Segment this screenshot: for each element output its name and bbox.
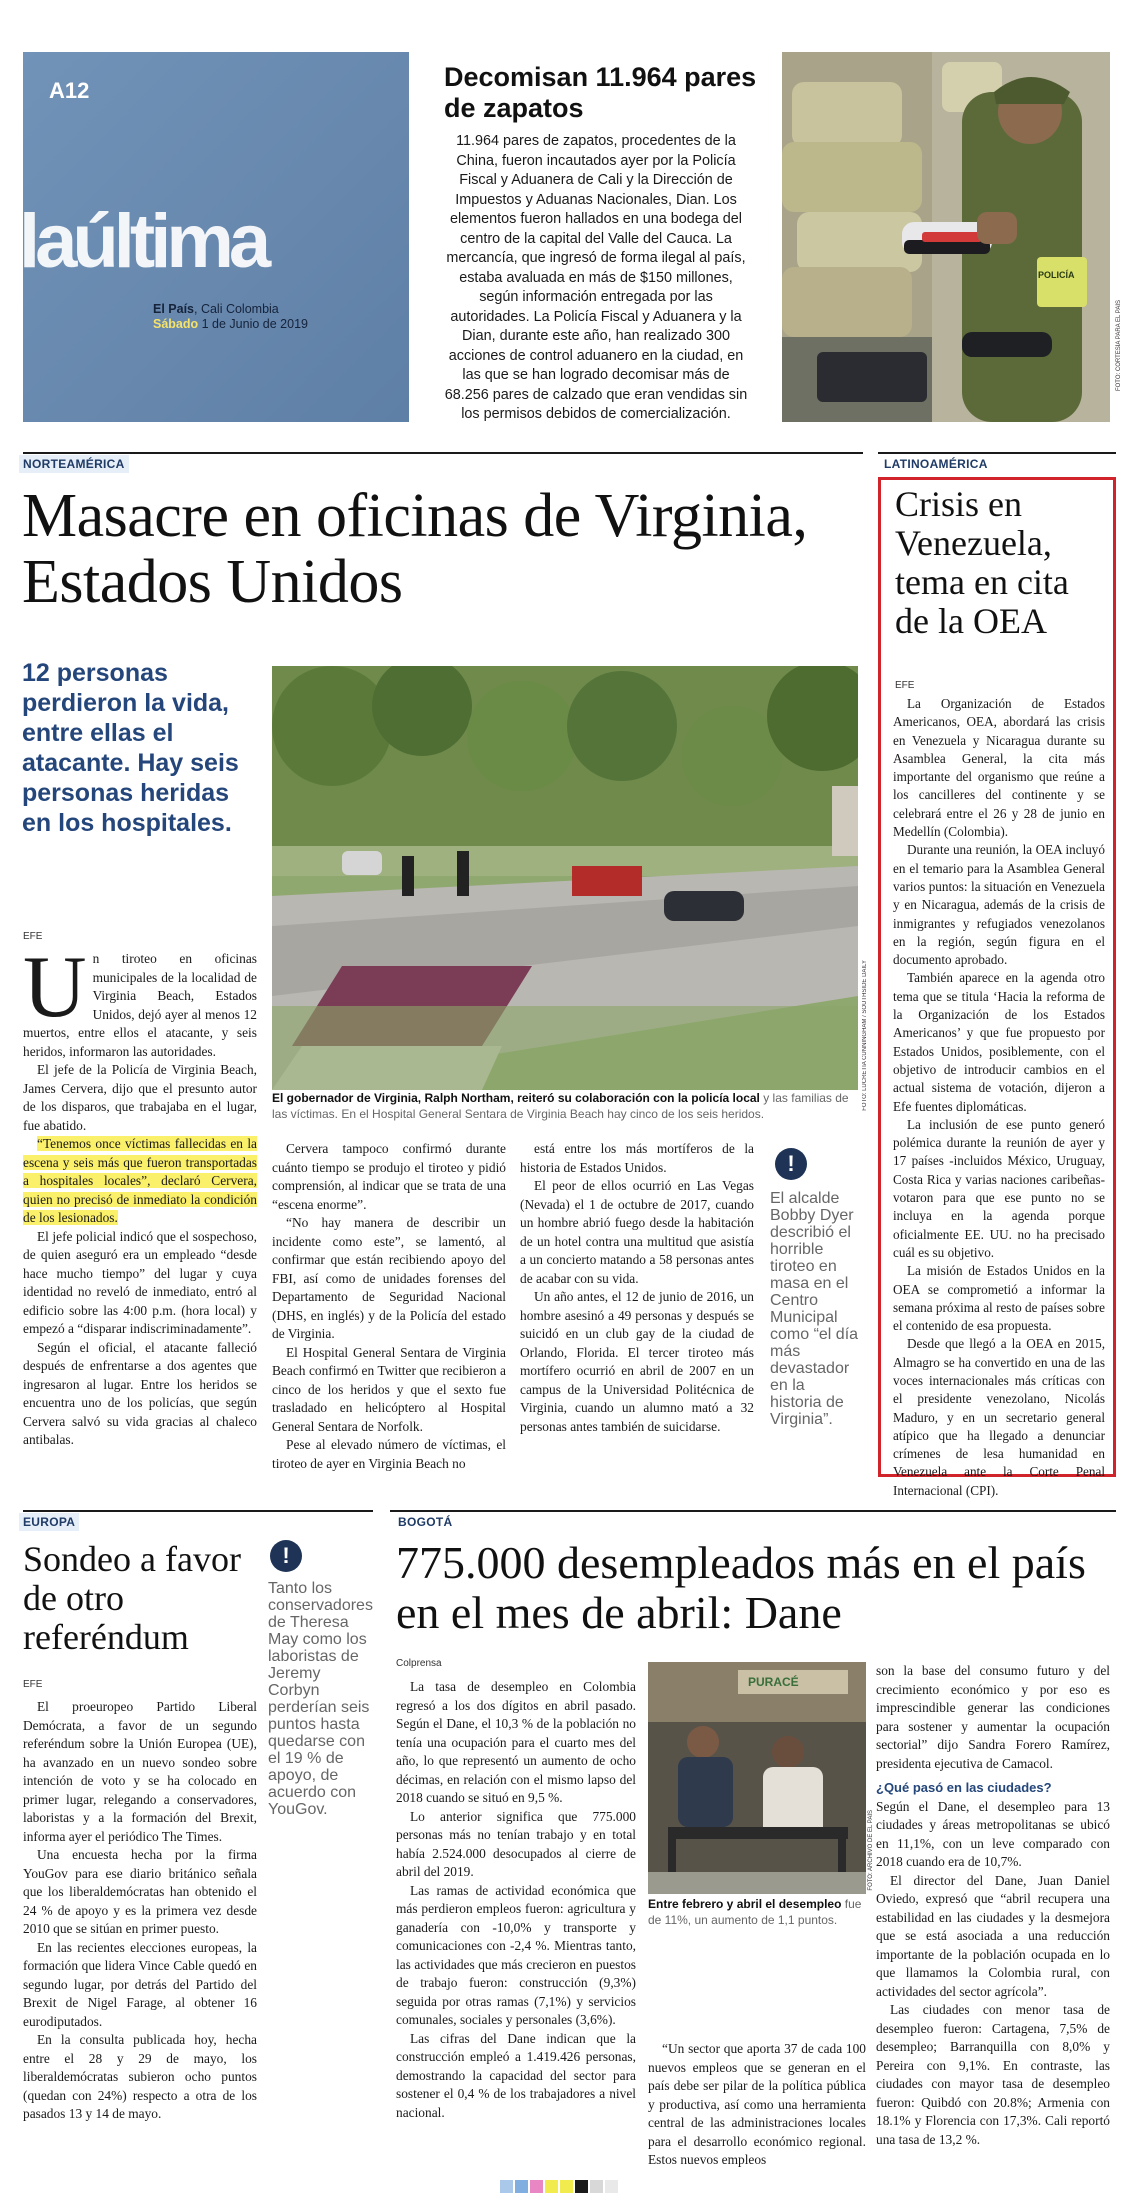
color-swatch bbox=[530, 2180, 543, 2193]
top-story-body: 11.964 pares de zapatos, procedentes de la China, fueron incautados ayer por la Policía Fiscal y Aduanera de Cali y la Dirección de Impuestos y Aduanas Nacionales, Dian. Los elementos fueron hallados en una bodega del centro de la capital del Valle del Cauca. La mercancía, que ingresó de forma ilegal al país, estaba avaluada en más de $150 millones, según información entregada por las autoridades. La Policía Fiscal y Aduanera y la Dian, durante este año, han realizado 300 acciones de control aduanero en la ciudad, en las que se han logrado decomisar más de 68.256 pares de calzado que eran vendidas sin los permisos debidos de comercialización. bbox=[444, 133, 748, 422]
bogota-headline: 775.000 desempleados más en el país en el mes de abril: Dane bbox=[396, 1537, 1086, 1638]
section-rule bbox=[23, 452, 863, 454]
top-photo-credit: FOTO: CORTESÍA PARA EL PAÍS bbox=[1116, 300, 1122, 392]
color-swatch bbox=[575, 2180, 588, 2193]
exclamation-icon: ! bbox=[270, 1540, 302, 1572]
kicker-europa: EUROPA bbox=[19, 1513, 79, 1531]
page-number: A12 bbox=[49, 78, 90, 103]
venezuela-kicker-rule bbox=[878, 452, 1116, 454]
virginia-photo-credit: FOTO: LUCRETIA CUNNINGHAM / SOUTHSIDE DAILY bbox=[862, 960, 868, 1111]
dateline: El País, Cali Colombia Sábado 1 de Junio de 2019 bbox=[153, 302, 308, 331]
photo-sign-text: PURACÉ bbox=[748, 1675, 799, 1689]
masthead-panel bbox=[19, 52, 409, 422]
bogota-photo-caption: Entre febrero y abril el desempleo fue de 11%, un aumento de 1,1 puntos. bbox=[648, 1897, 862, 1927]
virginia-col3: está entre los más mortíferos de la historia de Estados Unidos. El peor de ellos ocurrió en Las Vegas (Nevada) el 1 de octubre de 2017, cuando un hombre abrió fuego desde la habitación de un hotel contra una multitud que asistía a un concierto matando a 58 personas antes de acabar con su vida. Un año antes, el 12 de junio de 2016, un hombre asesinó a 49 personas y después se suicidó en un club gay de la ciudad de Orlando, Florida. El tercer tiroteo más mortífero ocurrió en abril de 2007 en un campus de la Universidad Politécnica de Virginia, cuando un alumno mató a 32 personas antes también de suicidarse. bbox=[520, 1141, 754, 1434]
section-logo: laúltima bbox=[19, 199, 267, 284]
color-registration-bar bbox=[500, 2180, 620, 2193]
venezuela-agency: EFE bbox=[895, 680, 915, 691]
police-badge-text: POLICÍA bbox=[1038, 270, 1075, 280]
color-swatch bbox=[605, 2180, 618, 2193]
bogota-subhead: ¿Qué pasó en las ciudades? bbox=[876, 1780, 1052, 1795]
europa-body: El proeuropeo Partido Liberal Demócrata, a favor de un segundo referéndum sobre la Unión Europea (UE), ha avanzado en un nuevo sondeo sobre intención de voto y se ha colocado en primer lugar, relegando a conservadores, laboristas y a la formación del Brexit, informa ayer el periódico The Times. Una encuesta hecha por la firma YouGov para ese diario británico señala que los liberaldemócratas han obtenido el 24 % de apoyo y es la primera vez desde 2010 que se sitúan en primer puesto. En las recientes elecciones europeas, la formación que lidera Vince Cable quedó en segundo lugar, por detrás del Partido del Brexit de Nigel Farage, al obtener 16 eurodiputados. En la consulta publicada hoy, hecha entre el 28 y 29 de mayo, los liberaldemócratas subieron ocho puntos (quedan con 24%) respecto a otra de los pasados 13 y 14 de mayo. bbox=[23, 1699, 257, 2121]
bogota-rule bbox=[390, 1510, 1116, 1512]
color-swatch bbox=[545, 2180, 558, 2193]
bogota-col3: son la base del consumo futuro y del crecimiento económico y por eso es imprescindible generar las condiciones para sostener y aumentar la ocupación sectorial” dijo Sandra Forero Ramírez, presidenta ejecutiva de Camacol. ¿Qué pasó en las ciudades? Según el Dane, el desempleo para 13 ciudades y áreas metropolitanas se ubicó en 11,1%, con un leve comparado con 2018 cuando era de 10,7%. El director del Dane, Juan Daniel Oviedo, expresó que “abril recupera una estabilidad en las ciudades y la desmejora que se está asociada a una reducción importante de la población ocupada en lo que llamamos la Colombia rural, con actividades del sector agrícola”. Las ciudades con menor tasa de desempleo fueron: Cartagena, 7,5% de desempleo; Barranquilla con 8,0% y Pereira con 9,1%. En contraste, las ciudades con mayor tasa de desempleo fueron: Quibdó con 20.8%; Armenia con 18.1% y Florencia con 17,3%. Cali reportó una tasa de 13,2 %. bbox=[876, 1663, 1110, 2147]
color-swatch bbox=[590, 2180, 603, 2193]
exclamation-icon: ! bbox=[775, 1148, 807, 1180]
color-swatch bbox=[515, 2180, 528, 2193]
highlighted-quote: “Tenemos once víctimas fallecidas en la escena y seis más que fueron transportadas a hospitales locales”, declaró Cervera, quien no precisó de inmediato la condición de los lesionados. bbox=[23, 1136, 257, 1225]
bogota-col2-bottom: “Un sector que aporta 37 de cada 100 nuevos empleos que se generan en el país debe ser pilar de la política pública y productiva, así como una herramienta central de las administraciones locales para el desarrollo económico regional. Estos nuevos empleos bbox=[648, 2041, 866, 2167]
kicker-bogota: BOGOTÁ bbox=[398, 1515, 453, 1529]
venezuela-body: La Organización de Estados Americanos, OEA, abordará las crisis en Venezuela y Nicaragua durante su Asamblea General, la cita más importante del organismo que reúne a los cancilleres del continente y se celebrará entre el 26 y 28 de junio en Medellín (Colombia). Durante una reunión, la OEA incluyó en el temario para la Asamblea General varios puntos: la situación en Venezuela y en Nicaragua, además de la crisis de inmigrantes y refugiados venezolanos en la región, según figura en el documento aprobado. También aparece en la agenda otro tema que se titula ‘Hacia la reforma de la Organización de los Estados Americanos’ y que fue propuesto por Estados Unidos, posiblemente, con el objetivo de introducir cambios en el actual sistema de votación, dijeron a Efe fuentes diplomáticas. La inclusión de ese punto generó polémica durante la reunión de ayer y 17 países -incluidos México, Uruguay, Costa Rica y varias naciones caribeñas- votaron para que ese punto no se incluya en la agenda porque oficialmente EE. UU. no ha precisado cuál es su objetivo. La misión de Estados Unidos en la OEA se comprometió a informar la semana próxima al resto de países sobre el contenido de esa propuesta. Desde que llegó a la OEA en 2015, Almagro se ha convertido en una de las voces internacionales más críticas con el presidente venezolano, Nicolás Maduro, y en un secretario general atípico que ha llegado a denunciar crímenes de lesa humanidad en Venezuela ante la Corte Penal Internacional (CPI). bbox=[893, 696, 1105, 1498]
virginia-agency: EFE bbox=[23, 931, 43, 942]
virginia-scene-photo bbox=[272, 666, 858, 1090]
bogota-photo-credit: FOTO: ARCHIVO DE EL PAÍS bbox=[868, 1810, 874, 1891]
color-swatch bbox=[560, 2180, 573, 2193]
virginia-col2: Cervera tampoco confirmó durante cuánto tiempo se produjo el tiroteo y pidió comprensión, al indicar que se trata de una “escena enorme”. “No hay manera de describir un incidente como este”, se lamentó, al confirmar que están recibiendo apoyo del FBI, así como de unidades forenses del Departamento de Seguridad Nacional (DHS, en inglés) y de la Policía del estado de Virginia. El Hospital General Sentara de Virginia Beach confirmó en Twitter que recibieron a cinco de los heridos y que el sexto fue trasladado en helicóptero al Hospital General Sentara de Norfolk. Pese al elevado número de víctimas, el tiroteo de ayer en Virginia Beach no bbox=[272, 1141, 506, 1471]
virginia-deck: 12 personas perdieron la vida, entre ellas el atacante. Hay seis personas heridas en los hospitales. bbox=[22, 659, 239, 837]
bogota-col1: La tasa de desempleo en Colombia regresó a los dos dígitos en abril pasado. Según el Dane, el 10,3 % de la población no tenía una ocupación para el cuarto mes del año, lo que representó un aumento de ocho décimas, en relación con el mismo lapso del 2018 cuando se situó en 9,5 %. Lo anterior significa que 775.000 personas más no tenían trabajo y en total había 2.524.000 desocupados al cierre de abril del 2019. Las ramas de actividad económica que más perdieron empleos fueron: agricultura y ganadería con -10,0% y transporte y comunicaciones con -2,4 %. Mientras tanto, las actividades que más crecieron en puestos de trabajo fueron: construcción (9,3%) seguida por otras ramas (7,1%) y servicios comunales, sociales y personales (3,6%). Las cifras del Dane indican que la construcción empleó a 1.419.426 personas, demostrando la capacidad del sector para sostener el 0,4 % de los trabajadores a nivel nacional. bbox=[396, 1679, 636, 2120]
europa-headline: Sondeo a favor de otro referéndum bbox=[23, 1539, 241, 1657]
color-swatch bbox=[500, 2180, 513, 2193]
kicker-norteamerica: NORTEAMÉRICA bbox=[19, 455, 129, 473]
dropcap: U bbox=[23, 939, 87, 1036]
virginia-headline: Masacre en oficinas de Virginia, Estados Unidos bbox=[22, 482, 808, 616]
top-story-headline: Decomisan 11.964 pares de zapatos bbox=[444, 62, 757, 123]
europa-pull-quote: Tanto los conservadores de Theresa May como los laboristas de Jeremy Corbyn perderían seis puntos hasta quedarse con el 19 % de apoyo, de acuerdo con YouGov. bbox=[268, 1580, 373, 1818]
europa-rule bbox=[23, 1510, 373, 1512]
virginia-pull-quote: El alcalde Bobby Dyer describió el horrible tiroteo en masa en el Centro Municipal como “el día más devastador en la historia de Virginia”. bbox=[770, 1190, 859, 1428]
virginia-col1: U n tiroteo en oficinas municipales de la localidad de Virginia Beach, Estados Unidos, dejó ayer al menos 12 muertos, entre ellos el atacante, y seis heridos, informaron las autoridades. El jefe de la Policía de Virginia Beach, James Cervera, dijo que el presunto autor de los disparos, que trabajaba en el lugar, fue abatido. “Tenemos once víctimas fallecidas en la escena y seis más que fueron transportadas a hospitales locales”, declaró Cervera, quien no precisó de inmediato la condición de los lesionados. El jefe policial indicó que el sospechoso, de quien aseguró era un empleado “desde hace mucho tiempo” del lugar y cuya identidad no reveló de inmediato, entró al edificio sobre las 4:00 p.m. (hora local) y empezó a “disparar indiscriminadamente”. Según el oficial, el atacante falleció después de enfrentarse a dos agentes que ingresaron al lugar. Entre los heridos se encuentra uno de los policías, que según Cervera salvó su vida gracias al chaleco antibalas. bbox=[23, 939, 257, 1447]
unemployment-photo bbox=[648, 1662, 866, 1894]
venezuela-headline: Crisis en Venezuela, tema en cita de la OEA bbox=[895, 484, 1069, 641]
shoe-seizure-photo bbox=[782, 52, 1110, 422]
virginia-photo-caption: El gobernador de Virginia, Ralph Northam, reiteró su colaboración con la policía local y las familias de las víctimas. En el Hospital General Sentara de Virginia Beach hay cinco de los seis heridos. bbox=[272, 1091, 849, 1121]
europa-agency: EFE bbox=[23, 1679, 43, 1690]
kicker-latinoamerica: LATINOAMÉRICA bbox=[884, 457, 988, 471]
bogota-agency: Colprensa bbox=[396, 1658, 442, 1669]
